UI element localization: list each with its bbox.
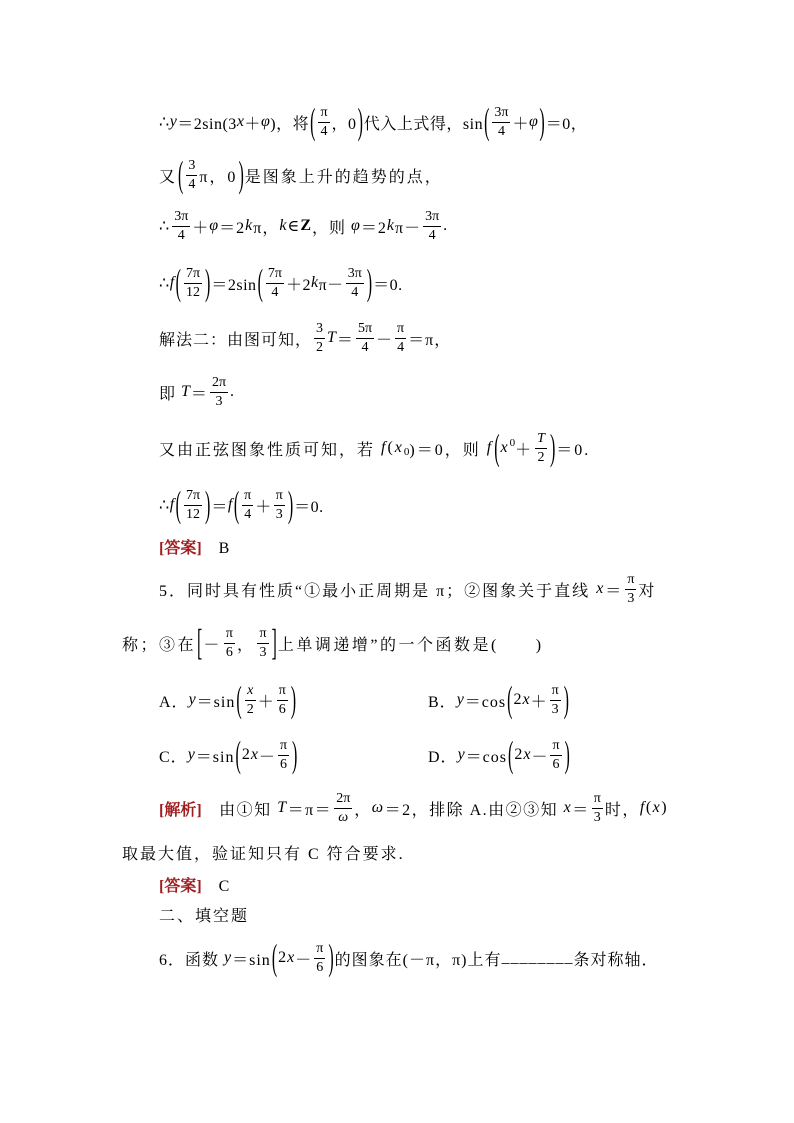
fraction-numerator: 2π <box>334 791 352 809</box>
open-bracket: ( <box>310 103 316 143</box>
math-variable: φ <box>529 113 539 130</box>
fraction-denominator: 3 <box>275 506 283 522</box>
fraction <box>184 266 202 300</box>
set-symbol: Z <box>300 217 312 234</box>
fraction-denominator: ω <box>338 809 349 825</box>
fraction <box>314 941 325 975</box>
text-run: ＝2sin(3 <box>177 115 237 133</box>
text-run: 由①知 <box>201 801 278 819</box>
fraction-denominator: 3 <box>215 393 223 409</box>
q5-analysis-line-1 <box>159 788 668 828</box>
open-bracket: ( <box>178 156 184 196</box>
fraction-numerator: π <box>257 626 268 644</box>
bracket-group <box>235 681 297 721</box>
math-variable: k <box>245 217 254 234</box>
math-variable: x <box>652 799 662 816</box>
text-run: 又 <box>159 168 178 186</box>
math-variable: k <box>386 217 395 234</box>
math-variable: k <box>279 217 288 234</box>
fraction <box>423 209 441 243</box>
text-run: π，0 <box>199 168 238 186</box>
q4-solution-line-5 <box>159 318 451 358</box>
text-run: . <box>230 383 236 400</box>
fraction <box>550 683 561 717</box>
fraction <box>266 266 284 300</box>
fraction <box>210 375 228 409</box>
bracket-group <box>234 736 298 776</box>
text-run: － <box>258 748 276 766</box>
close-bracket: ] <box>271 624 277 664</box>
fraction-numerator: 2π <box>210 375 228 393</box>
text-run: B <box>201 539 231 557</box>
fraction <box>592 791 603 825</box>
math-variable: f <box>169 274 175 291</box>
math-variable: φ <box>209 217 220 234</box>
open-bracket: ( <box>257 264 263 304</box>
math-variable: x <box>250 746 259 763</box>
text-run: 2 <box>278 949 288 966</box>
q6-question <box>159 938 659 978</box>
math-variable: k <box>310 274 319 291</box>
q5-stem-line-2 <box>122 623 544 663</box>
math-variable: f <box>169 496 175 513</box>
fraction-denominator: 4 <box>428 227 436 243</box>
fraction-numerator: π <box>625 572 636 590</box>
fraction <box>356 321 374 355</box>
text-run: ＝π＝ <box>287 801 333 819</box>
fraction-denominator: 4 <box>397 339 405 355</box>
fraction-numerator: x <box>245 683 256 701</box>
q4-solution-line-4 <box>159 263 403 303</box>
fraction-denominator: 4 <box>361 339 369 355</box>
math-variable: y <box>187 746 196 763</box>
superscript: 0 <box>509 437 516 449</box>
open-bracket: ( <box>494 429 500 469</box>
text-run: ， <box>354 801 372 819</box>
text-run: π－ <box>318 276 344 294</box>
bracket-group <box>175 486 212 526</box>
text-run: ＝2 <box>219 219 246 237</box>
text-run: 的图象在(－π，π)上有 <box>334 951 502 969</box>
text-run: ＋2 <box>285 276 311 294</box>
text-run: D． <box>428 748 458 766</box>
text-run: － <box>203 636 222 654</box>
fraction-numerator: 3 <box>186 158 197 176</box>
text-run: C． <box>159 748 188 766</box>
open-bracket: [ <box>197 624 203 664</box>
fraction-denominator: 6 <box>316 959 324 975</box>
text-run: ＋ <box>244 115 261 133</box>
fraction-numerator: 7π <box>184 488 202 506</box>
q5-option-d <box>428 735 571 775</box>
fraction-numerator: 7π <box>184 266 202 284</box>
fraction-numerator: π <box>550 738 561 756</box>
fraction <box>550 738 561 772</box>
fraction-denominator: 4 <box>177 227 185 243</box>
math-variable: T <box>277 799 288 816</box>
text-run: ＋ <box>530 693 548 711</box>
text-run: 2 <box>513 691 523 708</box>
text-run: 代入上式得，sin <box>363 115 484 133</box>
fraction <box>278 738 289 772</box>
math-variable: f <box>227 496 233 513</box>
bracket-group <box>506 681 570 721</box>
close-bracket: ) <box>328 939 334 979</box>
fraction <box>184 488 202 522</box>
fraction <box>346 266 364 300</box>
fraction <box>318 105 329 139</box>
fraction <box>492 105 510 139</box>
section-label: [答案] <box>159 539 202 557</box>
bracket-group <box>257 264 374 304</box>
open-bracket: ( <box>271 939 278 979</box>
fraction <box>277 683 288 717</box>
text-run: ，则 <box>311 219 351 237</box>
text-run: 取最大值，验证知只有 C 符合要求. <box>122 845 405 863</box>
section-heading <box>159 894 249 934</box>
text-run: ＝2，排除 A.由②③知 <box>384 801 564 819</box>
math-variable: x <box>394 439 404 456</box>
fraction-denominator: 4 <box>271 284 279 300</box>
text-run: ∴ <box>159 218 171 235</box>
math-variable: T <box>327 329 337 346</box>
open-bracket: ( <box>507 681 513 721</box>
fraction-numerator: π <box>278 738 289 756</box>
math-variable: y <box>188 691 197 708</box>
fraction <box>224 626 235 660</box>
bracket-group <box>271 939 335 979</box>
fraction-denominator: 12 <box>186 506 200 522</box>
answer-blank: ________ <box>501 949 574 966</box>
q5-option-c <box>159 735 298 775</box>
bracket-group <box>175 264 212 304</box>
text-run: ＋ <box>512 115 529 133</box>
fraction-denominator: 3 <box>593 809 601 825</box>
math-variable: x <box>563 799 573 816</box>
text-run: ＝cos <box>465 748 508 766</box>
fraction <box>245 683 256 717</box>
open-bracket: ( <box>233 486 240 526</box>
fraction <box>186 158 197 192</box>
math-variable: f <box>486 439 494 456</box>
close-bracket: ) <box>357 103 363 143</box>
fraction-numerator: π <box>395 321 406 339</box>
close-bracket: ) <box>564 736 570 776</box>
fraction-numerator: T <box>535 431 547 449</box>
fraction-numerator: 3π <box>346 266 364 284</box>
fraction-numerator: π <box>274 488 285 506</box>
close-bracket: ) <box>549 429 556 469</box>
text-run: ＝cos <box>464 693 507 711</box>
text-run: ＋ <box>255 498 272 516</box>
math-variable: y <box>169 113 178 130</box>
q4-solution-line-1 <box>159 102 587 142</box>
fraction-denominator: 4 <box>320 123 328 139</box>
text-run: π－ <box>394 219 422 237</box>
bracket-group <box>177 156 245 196</box>
text-run: ∴ <box>159 497 170 514</box>
text-run: ＋ <box>515 441 534 459</box>
text-run: C <box>201 877 231 895</box>
text-run: 条对称轴． <box>573 951 659 969</box>
fraction-numerator: 7π <box>266 266 284 284</box>
text-run: ＝0. <box>556 441 591 459</box>
close-bracket: ) <box>366 264 373 304</box>
fraction-denominator: 6 <box>552 756 560 772</box>
text-run: 解法二：由图可知， <box>159 331 313 349</box>
fraction <box>172 209 190 243</box>
bracket-group <box>507 736 571 776</box>
fraction-denominator: 4 <box>188 176 196 192</box>
text-run: ＝ <box>190 385 208 403</box>
text-run: )，将 <box>270 115 310 133</box>
text-run: 二、填空题 <box>159 907 250 925</box>
q4-solution-line-2 <box>159 155 443 195</box>
fraction <box>314 321 325 355</box>
fraction <box>334 791 352 825</box>
q4-solution-line-3 <box>159 206 448 246</box>
text-run: ∴ <box>159 114 170 131</box>
text-run: ＝sin <box>195 748 235 766</box>
math-variable: f <box>381 439 388 456</box>
text-run: ＝ <box>211 498 228 516</box>
fraction <box>395 321 406 355</box>
text-run: 2 <box>241 746 251 763</box>
text-run: )＝0，则 <box>409 441 487 459</box>
text-run: － <box>376 331 394 349</box>
text-run: 又由正弦图象性质可知，若 <box>159 441 382 459</box>
fraction-denominator: 2 <box>316 339 324 355</box>
fraction-numerator: π <box>550 683 561 701</box>
text-run: π， <box>253 219 280 237</box>
fraction-numerator: π <box>277 683 288 701</box>
close-bracket: ) <box>292 736 298 776</box>
fraction-numerator: π <box>314 941 325 959</box>
text-run: 2 <box>514 746 524 763</box>
text-run: ∴ <box>159 275 170 292</box>
section-label: [解析] <box>159 801 202 819</box>
close-bracket: ) <box>563 681 569 721</box>
math-variable: x <box>596 580 606 597</box>
open-bracket: ( <box>484 103 490 143</box>
fraction-numerator: π <box>242 488 253 506</box>
q4-solution-line-6 <box>159 372 235 412</box>
bracket-group <box>233 486 294 526</box>
fraction <box>625 572 636 606</box>
math-variable: y <box>224 949 233 966</box>
math-variable: x <box>523 746 532 763</box>
fraction-numerator: π <box>318 105 329 123</box>
q5-stem-line-1 <box>159 569 656 609</box>
math-variable: x <box>287 949 296 966</box>
close-bracket: ) <box>539 103 545 143</box>
fraction-denominator: 6 <box>225 644 233 660</box>
fraction <box>257 626 268 660</box>
open-bracket: ( <box>235 736 241 776</box>
text-run: ＝0， <box>545 115 588 133</box>
math-variable: T <box>181 383 191 400</box>
text-run: A． <box>159 693 189 711</box>
text-run: 5．同时具有性质“①最小正周期是 π；②图象关于直线 <box>159 582 597 600</box>
math-variable: y <box>457 746 466 763</box>
open-bracket: ( <box>508 736 514 776</box>
text-run: 称；③在 <box>122 636 197 654</box>
close-bracket: ) <box>238 156 244 196</box>
text-run: ＝0. <box>294 498 324 516</box>
fraction-denominator: 4 <box>244 506 252 522</box>
text-run: 是图象上升的趋势的点， <box>244 168 443 186</box>
text-run: ， <box>236 636 256 654</box>
text-run: ＝sin <box>232 951 271 969</box>
math-variable: ω <box>371 799 385 816</box>
bracket-group <box>493 429 556 469</box>
close-bracket: ) <box>205 486 211 526</box>
math-variable: x <box>236 113 245 130</box>
bracket-group <box>196 624 278 664</box>
text-run: 时， <box>604 801 640 819</box>
fraction-denominator: 3 <box>627 590 635 606</box>
text-run: ) <box>661 799 669 816</box>
fraction-denominator: 3 <box>551 701 559 717</box>
text-run: ＝ <box>572 801 590 819</box>
fraction-numerator: 3 <box>314 321 325 339</box>
text-run: ＝2sin <box>211 276 257 294</box>
fraction-denominator: 4 <box>351 284 359 300</box>
text-run: 上单调递增”的一个函数是( ) <box>277 636 544 654</box>
text-run: ＝sin <box>196 693 236 711</box>
fraction-numerator: 3π <box>172 209 190 227</box>
fraction-numerator: π <box>224 626 235 644</box>
math-variable: φ <box>351 217 361 234</box>
q4-solution-line-8 <box>159 485 324 525</box>
fraction-numerator: 3π <box>492 105 510 123</box>
math-variable: φ <box>260 113 271 130</box>
fraction-numerator: π <box>592 791 603 809</box>
bracket-group <box>483 103 546 143</box>
text-run: 对 <box>638 582 657 600</box>
q5-option-b <box>428 680 570 720</box>
fraction <box>242 488 253 522</box>
text-run: 即 <box>159 385 182 403</box>
text-run: ∈ <box>287 218 301 235</box>
fraction-denominator: 2 <box>537 449 545 465</box>
text-run: ＋ <box>257 693 275 711</box>
text-run: ＝2 <box>360 219 387 237</box>
math-variable: y <box>456 691 465 708</box>
close-bracket: ) <box>205 264 211 304</box>
text-run: ＝ <box>605 582 624 600</box>
q5-option-a <box>159 680 297 720</box>
close-bracket: ) <box>290 681 297 721</box>
fraction-denominator: 2 <box>246 701 254 717</box>
section-label: [答案] <box>159 877 202 895</box>
fraction-denominator: 6 <box>279 756 287 772</box>
text-run: ，0 <box>331 115 357 133</box>
subscript: 0 <box>403 446 410 458</box>
text-run: － <box>531 748 549 766</box>
math-variable: f <box>639 799 646 816</box>
q4-answer <box>159 526 230 566</box>
fraction <box>535 431 547 465</box>
text-run: ＋ <box>192 219 210 237</box>
fraction <box>274 488 285 522</box>
text-run: ＝π， <box>408 331 452 349</box>
fraction-numerator: 3π <box>423 209 441 227</box>
bracket-group <box>309 103 364 143</box>
text-run: ＝0. <box>373 276 403 294</box>
text-run: . <box>443 217 449 234</box>
fraction-denominator: 3 <box>259 644 267 660</box>
q4-solution-line-7 <box>159 428 590 468</box>
text-run: ( <box>645 799 653 816</box>
close-bracket: ) <box>287 486 294 526</box>
fraction-denominator: 4 <box>497 123 505 139</box>
text-run: B． <box>428 693 457 711</box>
open-bracket: ( <box>175 264 181 304</box>
fraction-numerator: 5π <box>356 321 374 339</box>
text-run: ( <box>387 439 395 456</box>
math-variable: x <box>522 691 531 708</box>
fraction-denominator: 6 <box>278 701 286 717</box>
open-bracket: ( <box>175 486 181 526</box>
text-run: ＝ <box>336 331 354 349</box>
open-bracket: ( <box>236 681 242 721</box>
fraction-denominator: 12 <box>186 284 200 300</box>
text-run: 6．函数 <box>159 951 225 969</box>
text-run: － <box>295 951 313 969</box>
math-variable: x <box>500 439 510 456</box>
